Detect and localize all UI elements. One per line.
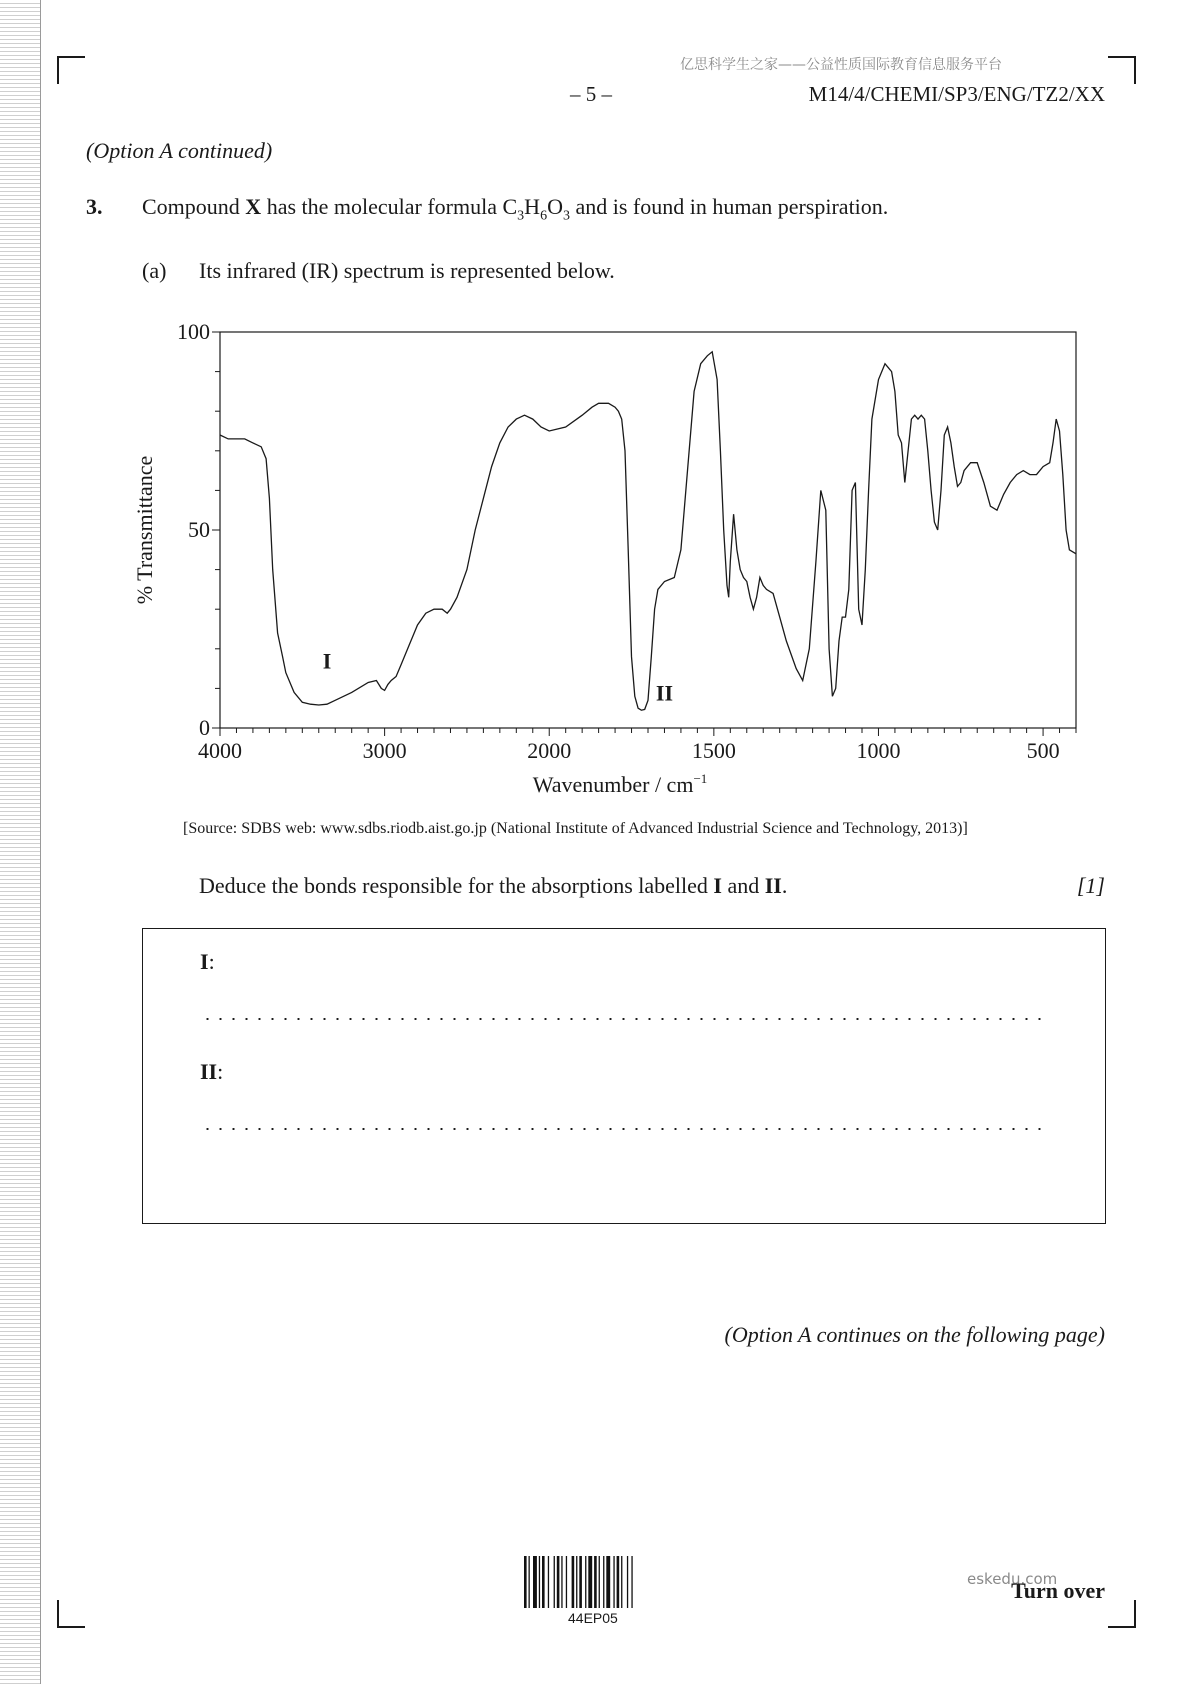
barcode-id: 44EP05 — [568, 1610, 618, 1626]
header-watermark: 亿思科学生之家——公益性质国际教育信息服务平台 — [680, 57, 1002, 73]
footer-watermark: eskedu.com — [967, 1570, 1058, 1588]
crop-mark-bottom-right — [1108, 1600, 1136, 1628]
x-axis-label: Wavenumber / $cm^{-1}$ — [532, 771, 708, 797]
crop-mark-bottom-left — [57, 1600, 85, 1628]
x-tick-label: 3000 — [362, 738, 407, 763]
option-continued: (Option A continued) — [86, 138, 273, 163]
spectrum-line — [220, 352, 1076, 710]
x-tick-label: 2000 — [527, 738, 572, 763]
continues-note: (Option A continues on the following page) — [724, 1322, 1105, 1347]
deduce-instruction: Deduce the bonds responsible for the absorptions labelled I and II. — [199, 873, 788, 898]
answer-label-ii: II: — [200, 1059, 224, 1084]
question-text: Compound X has the molecular formula $C_3H_6O_3$ and is found in human perspiration. — [142, 194, 889, 224]
marks-allocation: [1] — [1076, 873, 1105, 898]
answer-label-i: I: — [200, 949, 215, 974]
compound-label: X — [245, 194, 262, 219]
peak-label: II — [655, 680, 674, 706]
peak-annotations — [323, 649, 673, 706]
y-tick-label: 50 — [188, 517, 210, 542]
x-tick-labels — [198, 738, 1060, 763]
answer-box[interactable] — [142, 928, 1106, 1224]
crop-mark-top-left — [57, 56, 85, 84]
turn-over: Turn over — [1011, 1578, 1105, 1603]
source-citation: [Source: SDBS web: www.sdbs.riodb.aist.go.jp (National Institute of Advanced Industrial Science and Technology, 2013)] — [183, 820, 968, 837]
crop-mark-top-right — [1108, 56, 1136, 84]
x-tick-label: 1500 — [691, 738, 736, 763]
answer-line-i[interactable] — [201, 1018, 1047, 1020]
paper-code: M14/4/CHEMI/SP3/ENG/TZ2/XX — [808, 82, 1105, 106]
part-a-label: (a) — [142, 258, 167, 283]
y-tick-labels — [177, 320, 210, 740]
peak-label: I — [322, 648, 332, 674]
ir-spectrum-chart — [130, 320, 1090, 810]
answer-line-ii[interactable] — [201, 1128, 1047, 1130]
binding-strip — [0, 0, 41, 1684]
page-number: – 5 – — [570, 82, 612, 106]
x-tick-label: 500 — [1026, 738, 1060, 763]
barcode — [524, 1556, 668, 1608]
plot-frame — [220, 332, 1076, 728]
question-number: 3. — [86, 194, 103, 219]
y-axis-label: % Transmittance — [132, 455, 157, 605]
y-tick-label: 100 — [177, 320, 210, 344]
axis-ticks — [212, 332, 1076, 736]
y-tick-label: 0 — [199, 715, 210, 740]
part-a-text: Its infrared (IR) spectrum is represented below. — [199, 258, 615, 283]
x-tick-label: 4000 — [198, 738, 242, 763]
x-tick-label: 1000 — [856, 738, 901, 763]
